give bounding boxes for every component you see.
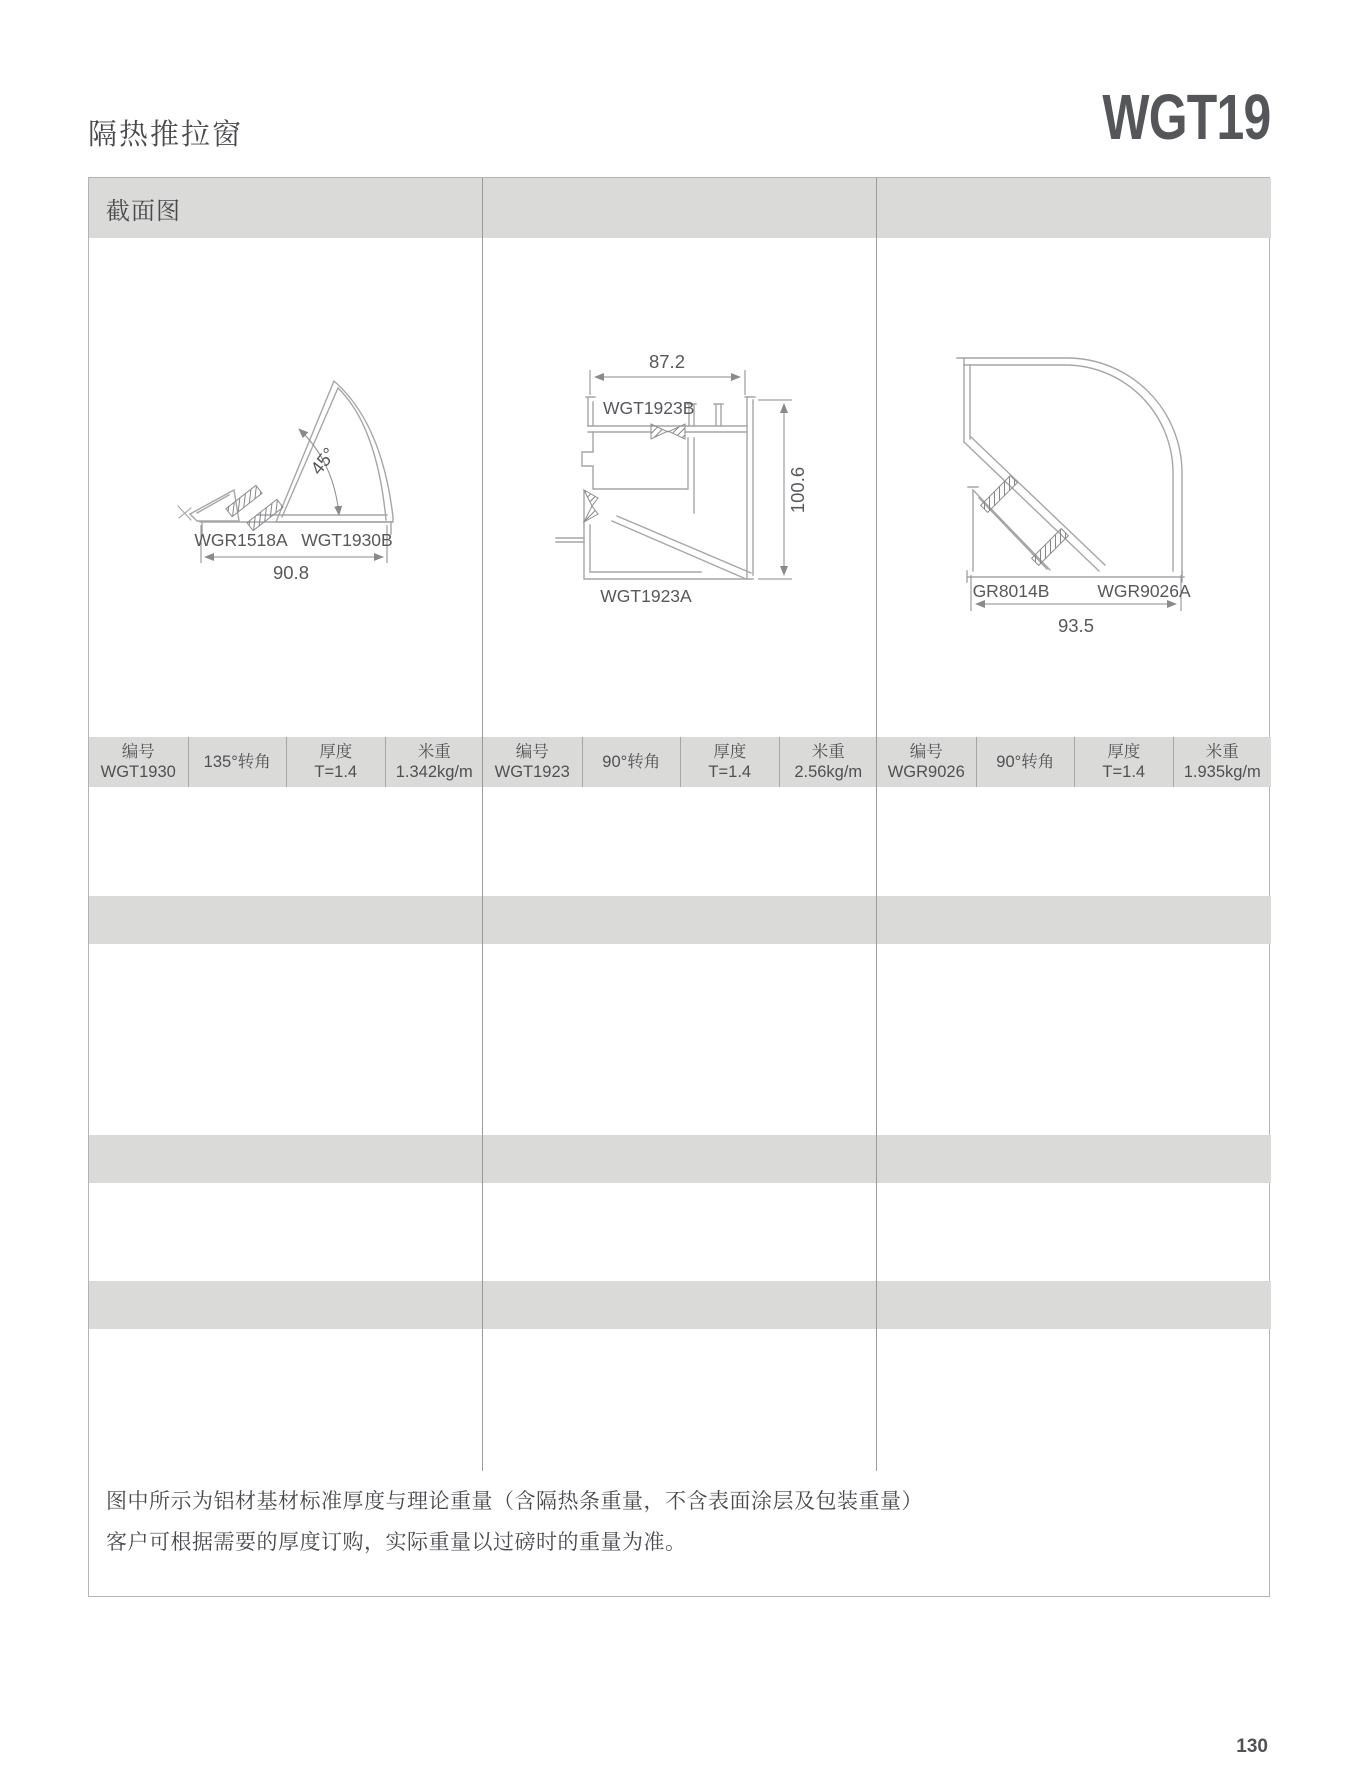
part-label: WGR9026A [1097, 581, 1191, 601]
empty-spec-stripe [89, 896, 1271, 944]
column-divider [876, 178, 877, 1471]
diagram-round-corner [877, 238, 1271, 737]
spec-cell-thickness: 厚度 T=1.4 [680, 737, 779, 787]
part-label: WGT1930B [301, 530, 393, 550]
spec-row [89, 737, 1271, 787]
part-label: WGT1923A [600, 586, 692, 606]
part-label: GR8014B [972, 581, 1050, 601]
profile-drawing [957, 358, 1184, 582]
spec-cell-angle: 90°转角 [582, 737, 681, 787]
empty-spec-stripe [89, 1135, 1271, 1183]
spec-cell-id: 编号 WGT1923 [494, 743, 570, 781]
part-label: WGT1923B [603, 398, 695, 418]
height-dim-label: 100.6 [787, 466, 808, 514]
section-table [88, 177, 1270, 1597]
spec-cell-id: 编号 WGR9026 [887, 743, 965, 781]
section-header-label: 截面图 [106, 197, 181, 225]
width-dim-label: 90.8 [272, 562, 310, 583]
diagram-135-corner [89, 238, 483, 737]
part-label: WGR1518A [194, 530, 288, 550]
thermal-break-bars [981, 476, 1069, 566]
spec-cell-id: 编号 WGT1930 [100, 743, 176, 781]
spec-cell-angle: 90°转角 [976, 737, 1075, 787]
profile-drawing [556, 397, 755, 579]
spec-group-wgr9026 [877, 737, 1271, 787]
profile-drawing [178, 381, 393, 534]
spec-cell-weight: 米重 2.56kg/m [779, 737, 878, 787]
spec-cell-thickness: 厚度 T=1.4 [286, 737, 385, 787]
spec-group-wgt1930 [89, 737, 483, 787]
page-number: 130 [1236, 1736, 1268, 1757]
angle-dim-label: 45° [305, 443, 340, 479]
page-title: 隔热推拉窗 [88, 119, 244, 151]
width-dim-label: 93.5 [1057, 615, 1095, 636]
note-line-2: 客户可根据需要的厚度订购，实际重量以过磅时的重量为准。 [106, 1531, 687, 1554]
note-line-1: 图中所示为铝材基材标准厚度与理论重量（含隔热条重量，不含表面涂层及包装重量） [106, 1490, 923, 1513]
section-header-bar [89, 178, 1271, 238]
spec-cell-weight: 米重 1.342kg/m [385, 737, 484, 787]
spec-cell-angle: 135°转角 [188, 737, 287, 787]
thermal-break-bars [584, 424, 685, 522]
diagram-90-corner [483, 238, 877, 737]
drawing-area [89, 238, 1271, 737]
note-text [106, 1481, 923, 1563]
spec-cell-thickness: 厚度 T=1.4 [1074, 737, 1173, 787]
empty-spec-stripe [89, 1281, 1271, 1329]
width-dim-label: 87.2 [648, 351, 686, 372]
spec-group-wgt1923 [483, 737, 877, 787]
model-code: WGT19 [1101, 81, 1270, 153]
column-divider [482, 178, 483, 1471]
spec-cell-weight: 米重 1.935kg/m [1173, 737, 1272, 787]
